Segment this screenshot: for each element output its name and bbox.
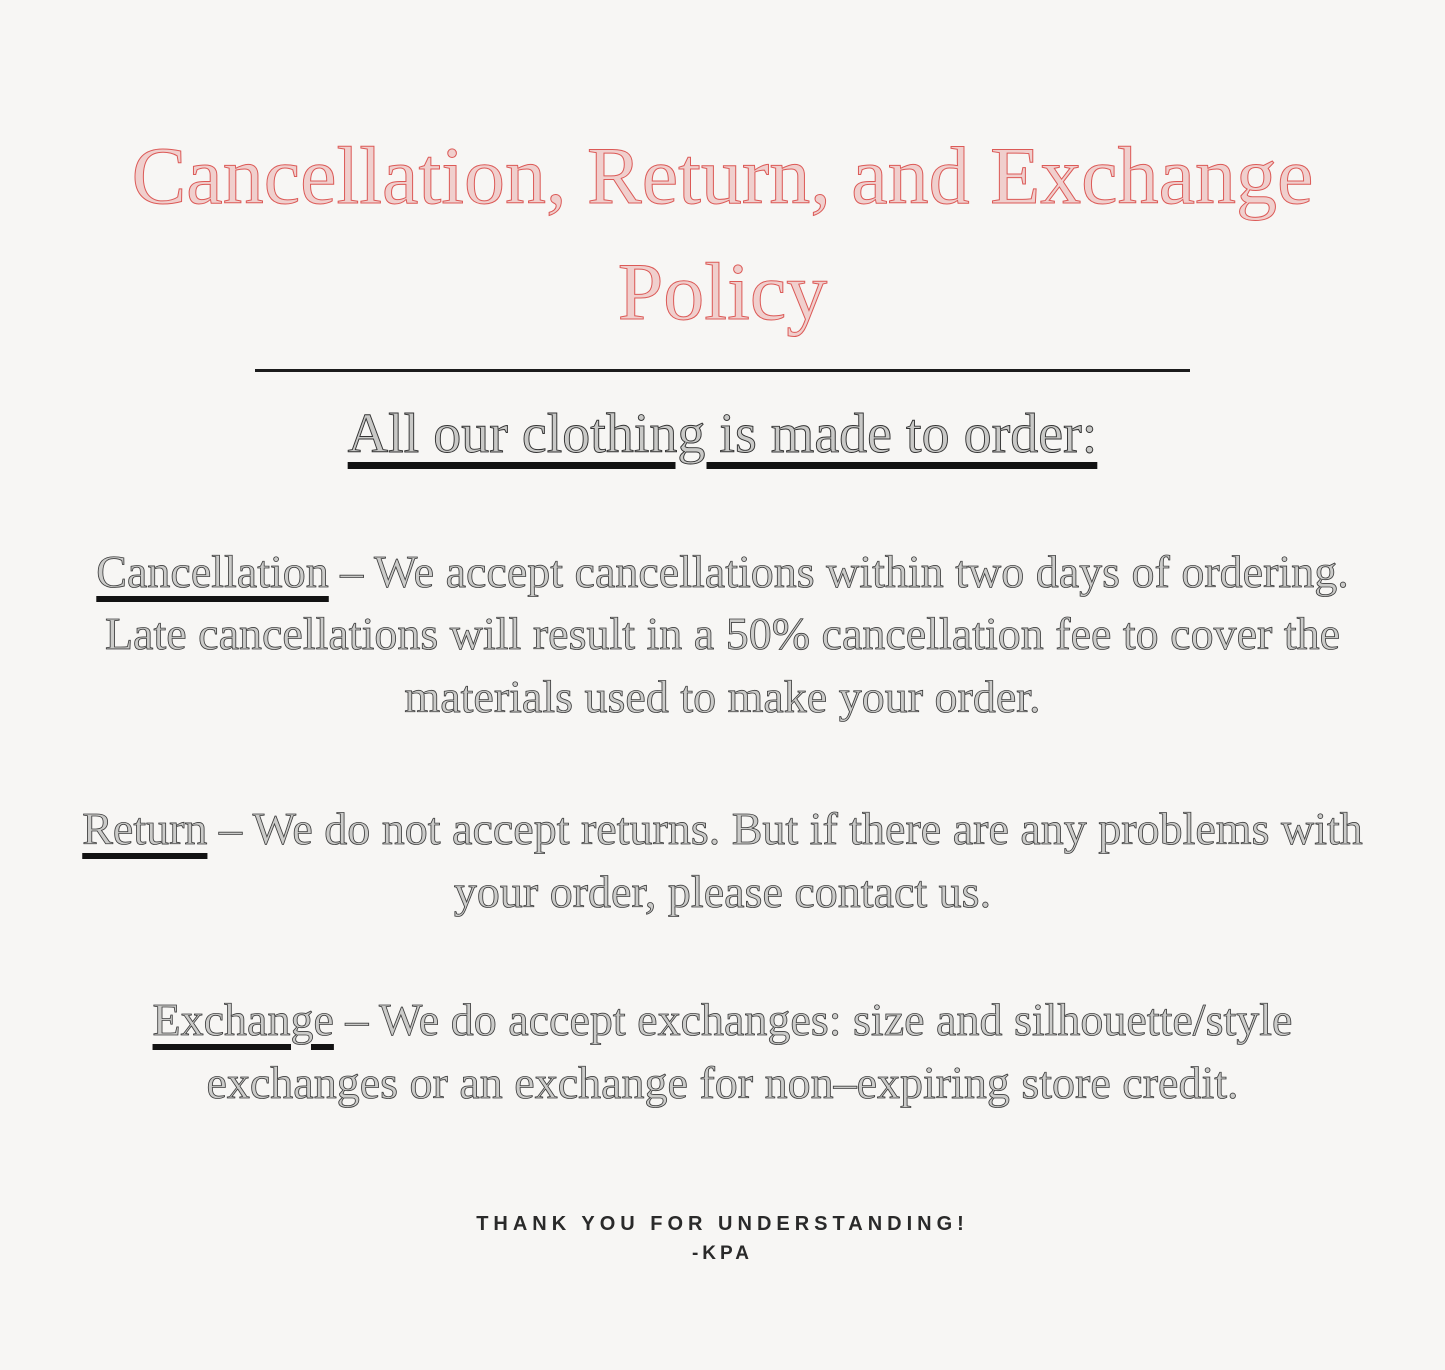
title-divider <box>255 369 1190 372</box>
made-to-order-heading-text: All our clothing is made to order: <box>347 402 1098 465</box>
thank-you-note: THANK YOU FOR UNDERSTANDING! <box>476 1212 969 1235</box>
page-title-line-2: Policy <box>617 246 828 338</box>
policy-section-exchange <box>53 989 1393 1114</box>
return-term: Return <box>82 803 208 855</box>
policy-section-cancellation <box>53 541 1393 729</box>
footer <box>0 1213 1445 1265</box>
exchange-text: – We do accept exchanges: size and silhouette/style exchanges or an exchange for non–expiring store credit. <box>206 994 1293 1108</box>
return-text: – We do not accept returns. But if there are any problems with your order, please contact us. <box>207 803 1363 917</box>
cancellation-term: Cancellation <box>96 545 329 597</box>
made-to-order-heading <box>0 398 1445 471</box>
page-title <box>33 118 1413 351</box>
signature: -KPA <box>691 1242 754 1264</box>
exchange-term: Exchange <box>152 994 334 1046</box>
page-title-line-1: Cancellation, Return, and Exchange <box>131 130 1314 221</box>
policy-section-return <box>53 798 1393 923</box>
cancellation-text: – We accept cancellations within two days of ordering. Late cancellations will result in a 50% cancellation fee to cover the materials used to make your order. <box>104 545 1349 722</box>
